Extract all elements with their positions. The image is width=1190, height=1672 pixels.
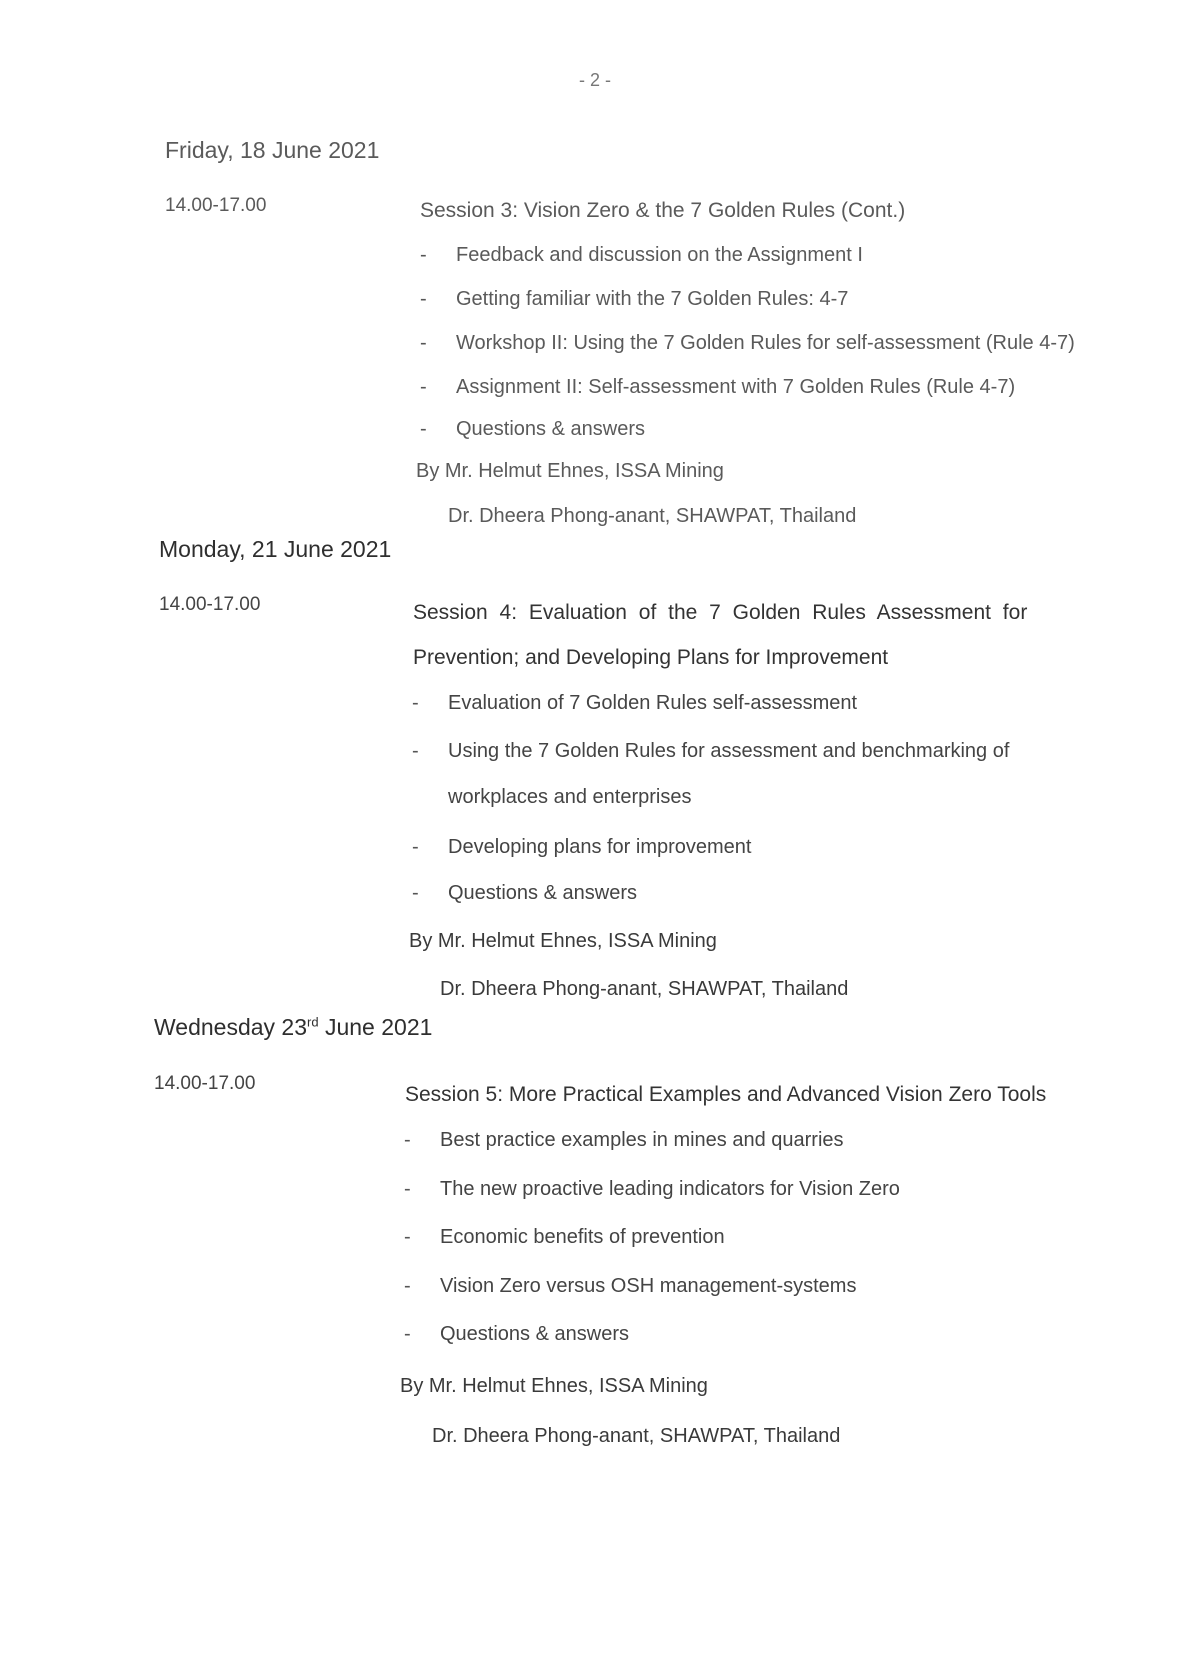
speaker-line: By Mr. Helmut Ehnes, ISSA Mining [400, 1375, 708, 1397]
list-item [420, 376, 1016, 399]
bullet-dash: - [404, 1226, 411, 1248]
list-item-text: Workshop II: Using the 7 Golden Rules for self-assessment (Rule 4-7) [456, 332, 1075, 354]
speaker-line: Dr. Dheera Phong-anant, SHAWPAT, Thailand [432, 1425, 841, 1447]
day-heading-monday: Monday, 21 June 2021 [159, 536, 392, 562]
list-item-text: Assignment II: Self-assessment with 7 Golden Rules (Rule 4-7) [456, 376, 1016, 398]
list-item [420, 288, 849, 311]
ordinal-suffix: rd [307, 1014, 319, 1030]
bullet-dash: - [420, 376, 427, 398]
list-item-text: Feedback and discussion on the Assignment I [456, 244, 863, 266]
speaker-line: Dr. Dheera Phong-anant, SHAWPAT, Thailand [440, 978, 849, 1000]
list-item-text: Using the 7 Golden Rules for assessment and benchmarking of [448, 740, 1010, 762]
time-slot: 14.00-17.00 [165, 195, 267, 216]
day-heading-friday: Friday, 18 June 2021 [165, 137, 380, 163]
bullet-dash: - [404, 1323, 411, 1345]
list-item [404, 1323, 629, 1346]
list-item-text: Getting familiar with the 7 Golden Rules: 4-7 [456, 288, 849, 310]
list-item-text: Economic benefits of prevention [440, 1226, 725, 1248]
bullet-dash: - [420, 418, 427, 440]
bullet-dash: - [412, 692, 419, 714]
list-item-continued: workplaces and enterprises [448, 786, 692, 808]
list-item [412, 882, 637, 905]
list-item [412, 836, 752, 859]
list-item-text: Developing plans for improvement [448, 836, 752, 858]
list-item-text: The new proactive leading indicators for Vision Zero [440, 1178, 900, 1200]
list-item [412, 692, 858, 715]
bullet-dash: - [420, 288, 427, 310]
list-item [420, 244, 863, 267]
list-item [404, 1178, 900, 1201]
session-title: Session 4: Evaluation of the 7 Golden Rules Assessment for [413, 601, 1028, 624]
time-slot: 14.00-17.00 [159, 594, 261, 615]
list-item-text: Vision Zero versus OSH management-systems [440, 1275, 857, 1297]
list-item-text: Questions & answers [456, 418, 645, 440]
list-item-text: Best practice examples in mines and quarries [440, 1129, 844, 1151]
bullet-dash: - [404, 1275, 411, 1297]
bullet-dash: - [404, 1129, 411, 1151]
session-title: Session 3: Vision Zero & the 7 Golden Rules (Cont.) [420, 199, 906, 222]
heading-text: June 2021 [318, 1014, 433, 1040]
list-item-text: Evaluation of 7 Golden Rules self-assessment [448, 692, 858, 714]
heading-text: Wednesday 23 [154, 1014, 308, 1040]
page-number: - 2 - [578, 70, 611, 90]
list-item [404, 1275, 857, 1298]
list-item [404, 1129, 844, 1152]
list-item [420, 418, 645, 441]
bullet-dash: - [412, 740, 419, 762]
bullet-dash: - [420, 244, 427, 266]
bullet-dash: - [404, 1178, 411, 1200]
list-item-text: Questions & answers [440, 1323, 629, 1345]
list-item-text: Questions & answers [448, 882, 637, 904]
list-item [404, 1226, 725, 1249]
session-title-continued: Prevention; and Developing Plans for Improvement [413, 646, 889, 669]
speaker-line: By Mr. Helmut Ehnes, ISSA Mining [416, 460, 724, 482]
bullet-dash: - [412, 836, 419, 858]
bullet-dash: - [412, 882, 419, 904]
time-slot: 14.00-17.00 [154, 1073, 256, 1094]
list-item [412, 740, 1010, 763]
speaker-line: By Mr. Helmut Ehnes, ISSA Mining [409, 930, 717, 952]
day-heading-wednesday [154, 1014, 432, 1041]
session-title: Session 5: More Practical Examples and Advanced Vision Zero Tools [405, 1083, 1047, 1106]
bullet-dash: - [420, 332, 427, 354]
speaker-line: Dr. Dheera Phong-anant, SHAWPAT, Thailand [448, 505, 857, 527]
list-item [420, 332, 1075, 355]
